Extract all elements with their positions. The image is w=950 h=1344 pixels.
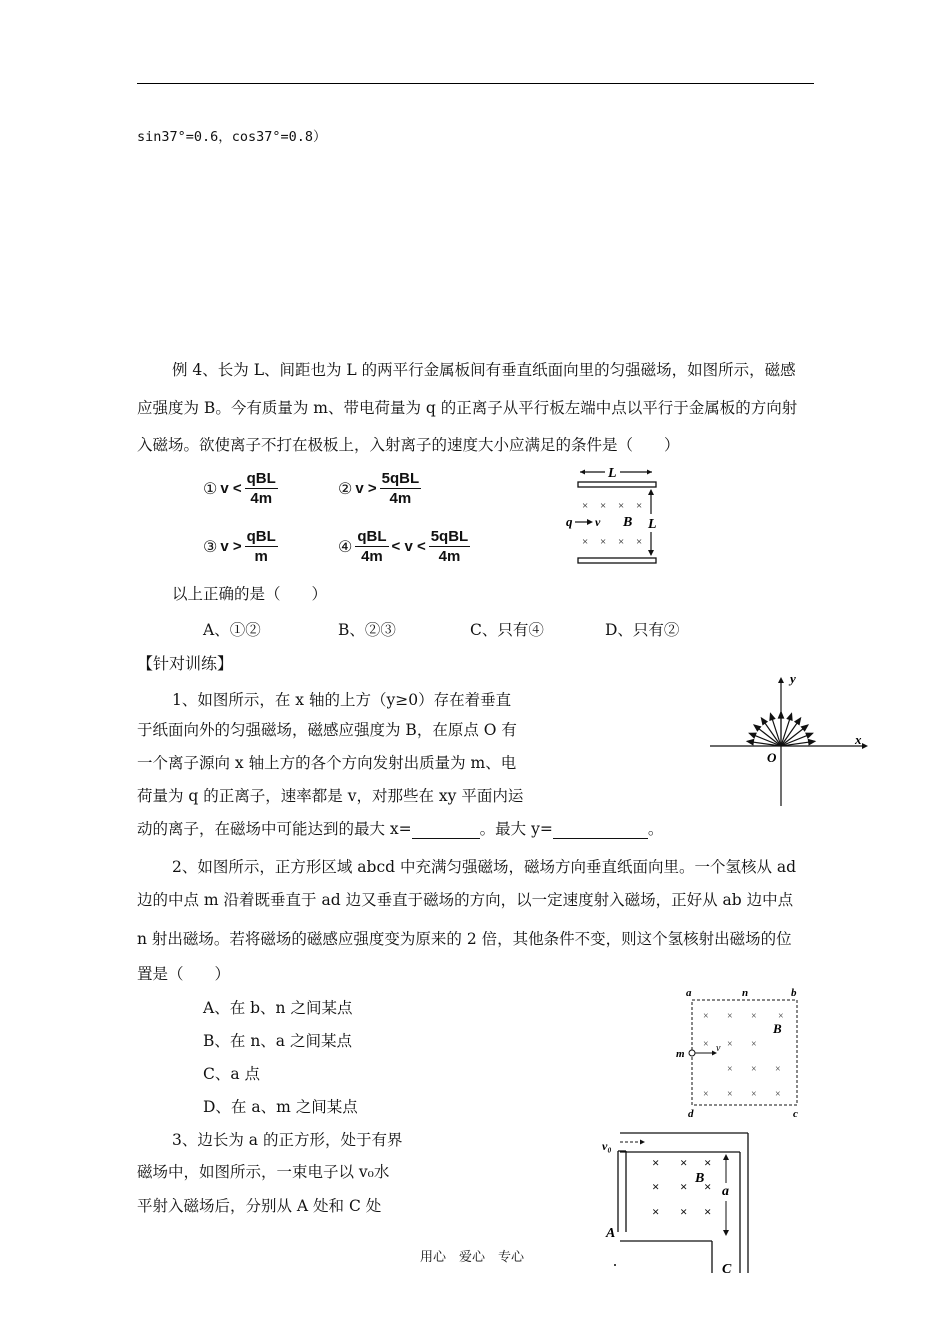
svg-text:×: ×	[636, 536, 643, 548]
parallel-plates-figure	[560, 462, 670, 572]
svg-text:×: ×	[600, 536, 607, 548]
training-heading: 【针对训练】	[137, 654, 234, 673]
choice-a: A、①②	[203, 621, 261, 639]
q2-line3: n 射出磁场。若将磁场的磁感应强度变为原来的 2 倍，其他条件不变，则这个氢核射出磁场的位	[137, 930, 792, 948]
q3-line2: 磁场中，如图所示，一束电子以 v₀水	[137, 1163, 390, 1181]
velocity-arrowhead	[787, 714, 792, 720]
q2-choice-d: D、在 a、m 之间某点	[203, 1098, 358, 1116]
svg-text:×: ×	[652, 1204, 660, 1219]
svg-text:×: ×	[704, 1155, 712, 1170]
corner-label-a: a	[686, 987, 692, 999]
corner-label-c: c	[793, 1108, 798, 1120]
corner-label-d: d	[688, 1108, 694, 1120]
svg-text:×: ×	[618, 500, 625, 512]
svg-text:×: ×	[618, 536, 625, 548]
q3-line1: 3、边长为 a 的正方形，处于有界	[172, 1131, 403, 1149]
velocity-arrowhead	[770, 714, 775, 720]
q2-choice-a: A、在 b、n 之间某点	[203, 999, 353, 1017]
q3-field-figure	[600, 1125, 775, 1275]
trig-note: sin37°=0.6，cos37°=0.8）	[137, 129, 327, 145]
velocity-arrowhead	[747, 740, 753, 745]
svg-text:×: ×	[775, 1089, 781, 1100]
velocity-arrowhead	[808, 740, 814, 745]
option-4: ④ $\frac{\text{qBL}}{4m}$ < v < $\frac{\text{5qBL}}{4m}$	[338, 528, 469, 565]
q2-choice-c: C、a 点	[203, 1065, 261, 1083]
example4-line3: 入磁场。欲使离子不打在极板上，入射离子的速度大小应满足的条件是（ ）	[137, 436, 680, 454]
svg-text:×: ×	[582, 536, 589, 548]
svg-text:×: ×	[703, 1039, 709, 1050]
figure-label-q: q	[566, 514, 573, 529]
q3-line3: 平射入磁场后，分别从 A 处和 C 处	[137, 1197, 382, 1215]
q1-line2: 于纸面向外的匀强磁场，磁感应强度为 B，在原点 O 有	[137, 721, 517, 739]
example4-question: 以上正确的是（ ）	[172, 585, 328, 603]
svg-text:×: ×	[751, 1064, 757, 1075]
velocity-arrowhead	[779, 712, 784, 718]
svg-text:×: ×	[600, 500, 607, 512]
velocity-arrowhead	[795, 718, 801, 724]
velocity-label-v: v	[716, 1043, 721, 1054]
svg-text:×: ×	[751, 1011, 757, 1022]
svg-text:×: ×	[727, 1089, 733, 1100]
q1-axes-figure	[705, 670, 875, 810]
q1-line3: 一个离子源向 x 轴上方的各个方向发射出质量为 m、电	[137, 754, 517, 772]
footer-dot	[614, 1264, 616, 1266]
option-2: ② v > $\frac{\text{5qBL}}{4m}$	[338, 470, 420, 507]
svg-text:×: ×	[778, 1011, 784, 1022]
choice-c: C、只有④	[470, 621, 544, 639]
svg-text:×: ×	[704, 1179, 712, 1194]
option-1: ① v < $\frac{\text{qBL}}{4m}$	[203, 470, 276, 507]
label-v0: v₀	[602, 1139, 612, 1153]
velocity-arrowhead	[762, 718, 768, 724]
field-crosses	[582, 500, 642, 548]
header-rule	[137, 83, 814, 84]
q2-line2: 边的中点 m 沿着既垂直于 ad 边又垂直于磁场的方向，以一定速度射入磁场，正好从 ab 边中点	[137, 891, 794, 909]
svg-text:×: ×	[703, 1089, 709, 1100]
svg-text:×: ×	[680, 1179, 688, 1194]
velocity-arrowhead	[806, 733, 813, 738]
field-label-b: B	[773, 1021, 782, 1036]
field-crosses	[703, 1011, 784, 1100]
svg-text:×: ×	[680, 1204, 688, 1219]
point-label-C: C	[722, 1262, 732, 1275]
field-label-b: B	[695, 1171, 705, 1186]
option-3: ③ v > $\frac{\text{qBL}}{m}$	[203, 528, 276, 565]
choice-d: D、只有②	[605, 621, 680, 639]
svg-text:×: ×	[751, 1089, 757, 1100]
choice-b: B、②③	[338, 621, 396, 639]
answer-blank-x[interactable]	[412, 823, 480, 839]
q1-line5: 动的离子，在磁场中可能达到的最大 x= 。最大 y= 。	[137, 820, 664, 838]
svg-text:×: ×	[751, 1039, 757, 1050]
example4-line2: 应强度为 B。今有质量为 m、带电荷量为 q 的正离子从平行板左端中点以平行于金属板的方向射	[137, 399, 798, 417]
svg-text:×: ×	[636, 500, 643, 512]
svg-text:×: ×	[775, 1064, 781, 1075]
figure-label-l-side: L	[648, 517, 657, 532]
svg-text:×: ×	[652, 1155, 660, 1170]
q2-choice-b: B、在 n、a 之间某点	[203, 1032, 352, 1050]
side-label-a: a	[722, 1184, 729, 1199]
velocity-vectors	[747, 712, 814, 746]
svg-text:×: ×	[727, 1064, 733, 1075]
q1-line1: 1、如图所示，在 x 轴的上方（y≥0）存在着垂直	[172, 691, 512, 709]
answer-blank-y[interactable]	[553, 823, 648, 839]
axis-label-y: y	[790, 671, 796, 686]
svg-text:×: ×	[652, 1179, 660, 1194]
velocity-arrowhead	[750, 733, 757, 738]
svg-text:×: ×	[582, 500, 589, 512]
point-label-m: m	[676, 1048, 685, 1060]
page-footer: 用心 爱心 专心	[420, 1250, 525, 1265]
q2-line4: 置是（ ）	[137, 965, 231, 983]
figure-label-b: B	[623, 515, 633, 530]
origin-label: O	[767, 750, 777, 765]
example4-line1: 例 4、长为 L、间距也为 L 的两平行金属板间有垂直纸面向里的匀强磁场，如图所示，磁感	[172, 361, 796, 379]
field-crosses	[652, 1155, 711, 1219]
corner-label-b: b	[791, 987, 797, 999]
svg-text:×: ×	[680, 1155, 688, 1170]
q2-line1: 2、如图所示，正方形区域 abcd 中充满匀强磁场，磁场方向垂直纸面向里。一个氢核从 ad	[172, 858, 797, 876]
figure-label-v: v	[595, 515, 601, 529]
bottom-plate	[578, 558, 656, 563]
q2-square-figure	[670, 985, 810, 1125]
svg-text:×: ×	[727, 1039, 733, 1050]
svg-text:×: ×	[727, 1011, 733, 1022]
q1-line4: 荷量为 q 的正离子，速率都是 v，对那些在 xy 平面内运	[137, 787, 524, 805]
top-plate	[578, 482, 656, 487]
point-label-A: A	[606, 1226, 616, 1241]
axis-label-x: x	[855, 732, 862, 747]
point-label-n: n	[742, 987, 749, 999]
figure-label-l-top: L	[608, 466, 617, 481]
svg-text:×: ×	[704, 1204, 712, 1219]
svg-text:×: ×	[703, 1011, 709, 1022]
